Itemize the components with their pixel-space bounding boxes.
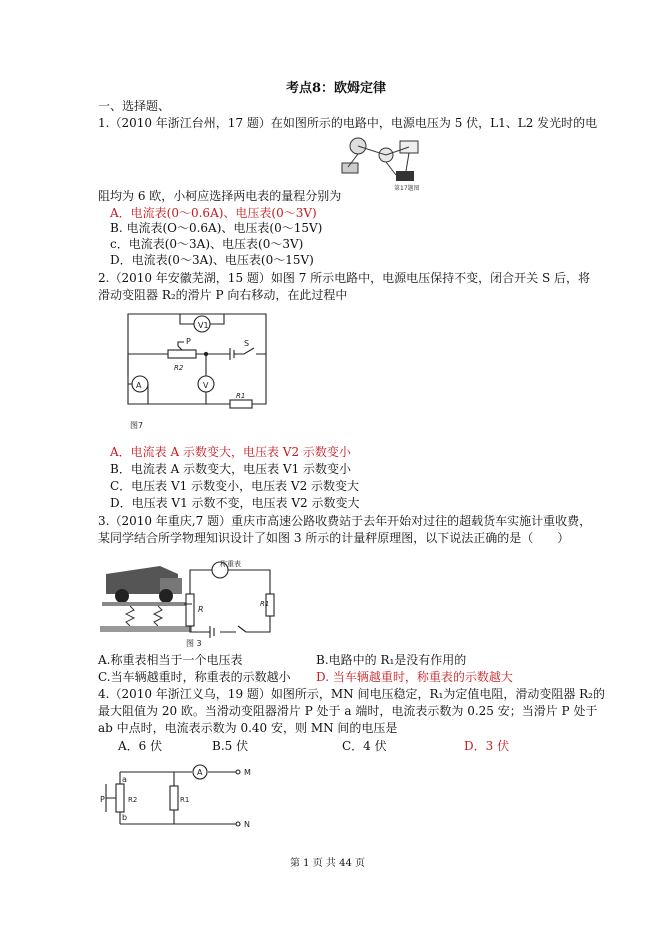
q2-option-c: C．电压表 V1 示数变小，电压表 V2 示数变大 (110, 479, 360, 493)
q3-option-b: B.电路中的 R₁是没有作用的 (316, 653, 467, 667)
q1-figure (334, 133, 430, 193)
q2-fig-p: P (186, 337, 191, 346)
q3-option-d: D. 当车辆越重时，称重表的示数越大 (316, 670, 513, 684)
q4-fig-b: b (122, 813, 128, 822)
q4-figure (100, 762, 260, 834)
q1-fig-caption: 第17题图 (394, 185, 420, 192)
q4-fig-a: a (122, 775, 127, 784)
q2-fig-v: V (203, 381, 209, 390)
q2-line1: 2.（2010 年安徽芜湖，15 题）如图 7 所示电路中，电源电压保持不变，闭合开关 S 后，将 (98, 271, 591, 285)
q1-option-b: B. 电流表(O～0.6A)、电压表(0～15V) (110, 221, 323, 235)
q4-fig-p: P (100, 795, 105, 804)
q2-fig-r2: R2 (174, 364, 184, 372)
q3-figure (100, 560, 280, 650)
q3-fig-caption: 图 3 (186, 639, 202, 648)
page-footer: 第 1 页 共 44 页 (290, 858, 365, 869)
q4-option-b: B.5 伏 (212, 739, 249, 753)
q3-option-c: C.当车辆越重时，称重表的示数越小 (98, 670, 291, 684)
q4-line1: 4.（2010 年浙江义乌，19 题）如图所示，MN 间电压稳定，R₁为定值电阻，滑动变阻器 R₂的 (98, 687, 605, 701)
q1-line2: 阻均为 6 欧，小柯应选择两电表的量程分别为 (98, 189, 342, 203)
q4-fig-r1: R1 (180, 796, 190, 804)
q2-figure (118, 308, 276, 438)
q4-option-a: A．6 伏 (118, 739, 163, 753)
q4-fig-r2: R2 (128, 796, 138, 804)
q3-option-a: A.称重表相当于一个电压表 (98, 653, 243, 667)
q2-option-d: D．电压表 V1 示数不变，电压表 V2 示数变大 (110, 496, 360, 510)
q4-option-d: D．3 伏 (464, 739, 510, 753)
q2-line2: 滑动变阻器 R₂的滑片 P 向右移动，在此过程中 (98, 288, 348, 302)
q2-option-b: B．电流表 A 示数变大，电压表 V1 示数变小 (110, 462, 352, 476)
q3-fig-meter: 称重表 (220, 560, 241, 568)
q1-option-c: c．电流表(0～3A)、电压表(0～3V) (110, 237, 304, 251)
q3-line1: 3.（2010 年重庆,7 题）重庆市高速公路收费站于去年开始对过往的超载货车实施计重收费， (98, 514, 592, 528)
page-title: 考点8：欧姆定律 (286, 81, 387, 96)
q2-option-a: A．电流表 A 示数变大，电压表 V2 示数变小 (110, 445, 351, 459)
q2-fig-caption: 图7 (130, 421, 144, 430)
q2-fig-s: S (244, 339, 250, 348)
q3-fig-r: R (198, 605, 204, 614)
q1-line1: 1.（2010 年浙江台州，17 题）在如图所示的电路中，电源电压为 5 伏，L1、L2 发光时的电 (98, 116, 598, 130)
q3-line2: 某同学结合所学物理知识设计了如图 3 所示的计量秤原理图，以下说法正确的是（ ） (98, 531, 570, 545)
q2-fig-v1: V1 (198, 321, 209, 330)
section-heading: 一、选择题、 (98, 99, 171, 113)
q4-fig-n: N (244, 820, 250, 829)
q4-line2: 最大阻值为 20 欧。当滑动变阻器滑片 P 处于 a 端时，电流表示数为 0.25 安；当滑片 P 处于 (98, 704, 598, 718)
q4-line3: ab 中点时，电流表示数为 0.40 安，则 MN 间的电压是 (98, 721, 398, 735)
q1-option-a: A．电流表(0～0.6A)、电压表(0～3V) (110, 206, 317, 220)
q2-fig-r1: R1 (236, 392, 246, 400)
q4-fig-m: M (244, 768, 251, 777)
q4-fig-amp: A (197, 768, 203, 777)
q2-fig-a: A (136, 381, 142, 390)
q3-fig-r1: R1 (260, 600, 270, 608)
q1-option-d: D．电流表(0～3A)、电压表(0～15V) (110, 253, 314, 267)
q4-option-c: C．4 伏 (342, 739, 387, 753)
